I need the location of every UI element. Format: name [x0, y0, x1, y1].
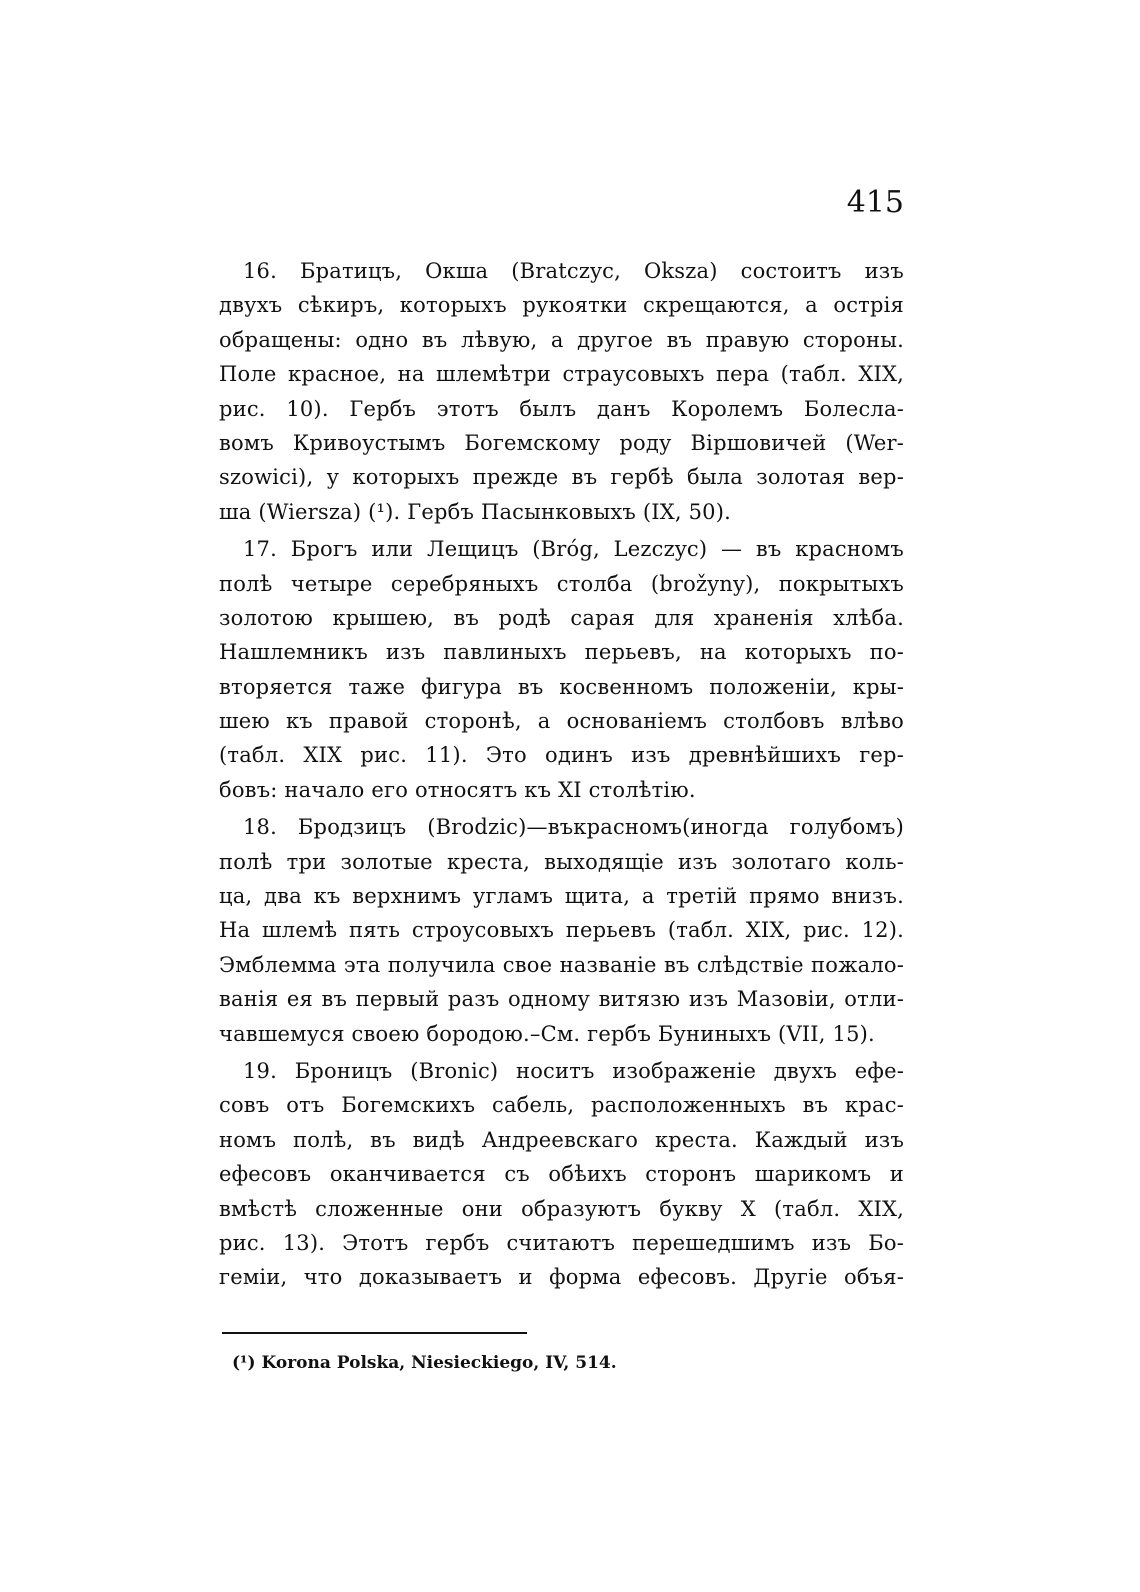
text-line: геміи, что доказываетъ и форма ефесовъ. Другіе объя-	[219, 1265, 904, 1290]
text-line: ефесовъ оканчивается съ обѣихъ сторонъ шарикомъ и	[219, 1162, 904, 1187]
text-line: 16. Братицъ, Окша (Bratczyc, Oksza) состоитъ изъ	[243, 259, 904, 283]
text-line: полѣ три золотые креста, выходящіе изъ золотаго коль-	[219, 849, 904, 874]
text-line: чавшемуся своею бородою.–См. гербъ Буниныхъ (VII, 15).	[219, 1021, 875, 1046]
text-line: золотою крышею, въ родѣ сарая для храненія хлѣба.	[219, 605, 904, 630]
paragraph-17-brog	[219, 532, 904, 807]
text-line: Поле красное, на шлемѣтри страусовыхъ пера (табл. XIX,	[219, 362, 904, 387]
text-line: ша (Wiersza) (¹). Гербъ Пасынковыхъ (IX, 50).	[219, 499, 732, 524]
text-line: вторяется таже фигура въ косвенномъ положеніи, кры-	[219, 674, 904, 699]
footnote-divider	[222, 1332, 527, 1334]
text-line: 19. Броницъ (Bronic) носитъ изображеніе двухъ ефе-	[243, 1058, 904, 1083]
text-line: 18. Бродзицъ (Brodzic)—въкрасномъ(иногда голубомъ)	[243, 815, 904, 840]
text-line: 17. Брогъ или Лещицъ (Bróg, Lezczyc) — въ красномъ	[243, 537, 904, 562]
text-line: совъ отъ Богемскихъ сабель, расположенныхъ въ крас-	[219, 1093, 904, 1118]
text-line: szowici), у которыхъ прежде въ гербѣ была золотая вер-	[219, 465, 904, 490]
paragraph-16-bratczyc	[219, 254, 904, 529]
paragraph-19-bronic	[219, 1054, 904, 1295]
text-line: вмѣстѣ сложенные они образуютъ букву X (табл. XIX,	[219, 1196, 904, 1221]
text-line: Нашлемникъ изъ павлиныхъ перьевъ, на которыхъ по-	[219, 640, 904, 665]
text-line: ца, два къ верхнимъ угламъ щита, а третій прямо внизъ.	[219, 884, 904, 909]
text-line: бовъ: начало его относятъ къ XI столѣтію.	[219, 777, 696, 802]
text-line: рис. 13). Этотъ гербъ считаютъ перешедшимъ изъ Бо-	[219, 1230, 904, 1255]
text-line: полѣ четыре серебряныхъ столба (brožyny), покрытыхъ	[219, 571, 904, 596]
body-text	[219, 254, 904, 1295]
page-number: 415	[846, 185, 904, 220]
text-line: обращены: одно въ лѣвую, а другое въ правую стороны.	[219, 327, 904, 352]
text-line: шею къ правой сторонѣ, а основаніемъ столбовъ влѣво	[219, 709, 904, 734]
text-line: двухъ сѣкиръ, которыхъ рукоятки скрещаются, а острія	[219, 293, 904, 318]
text-line: ванія ея въ первый разъ одному витязю изъ Мазовіи, отли-	[219, 987, 904, 1012]
footnote: (¹) Korona Polska, Niesieckiego, IV, 514.	[232, 1353, 617, 1373]
text-line: (табл. XIX рис. 11). Это одинъ изъ древнѣйшихъ гер-	[219, 743, 904, 768]
text-line: Эмблемма эта получила свое названіе въ слѣдствіе пожало-	[219, 952, 904, 977]
text-line: На шлемѣ пять строусовыхъ перьевъ (табл. XIX, рис. 12).	[219, 918, 904, 943]
text-line: вомъ Кривоустымъ Богемскому роду Віршовичей (Wer-	[219, 430, 904, 455]
paragraph-18-brodzic	[219, 810, 904, 1051]
text-line: рис. 10). Гербъ этотъ былъ данъ Королемъ Болесла-	[219, 396, 904, 421]
text-line: номъ полѣ, въ видѣ Андреевскаго креста. Каждый изъ	[219, 1127, 904, 1152]
